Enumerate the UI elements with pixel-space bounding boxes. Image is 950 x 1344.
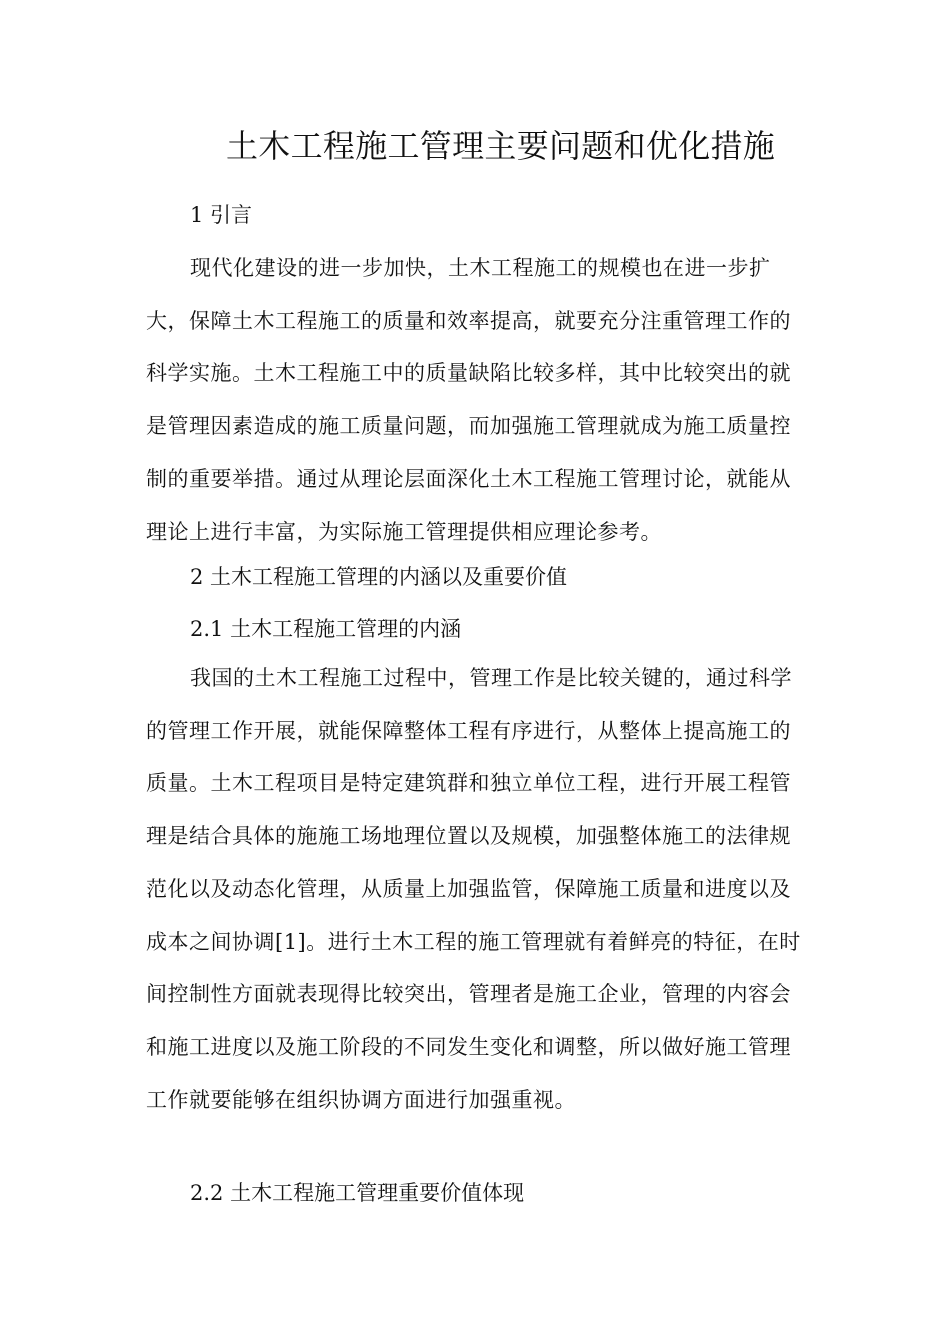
section-heading-2-1: 2.1 土木工程施工管理的内涵 (190, 617, 462, 641)
section-heading-2: 2 土木工程施工管理的内涵以及重要价值 (190, 565, 568, 589)
section-heading-2-2: 2.2 土木工程施工管理重要价值体现 (190, 1181, 525, 1205)
paragraph-introduction: 现代化建设的进一步加快，土木工程施工的规模也在进一步扩大，保障土木工程施工的质量和效率提高，就要充分注重管理工作的科学实施。土木工程施工中的质量缺陷比较多样，其中比较突出的就是管理因素造成的施工质量问题，而加强施工管理就成为施工质量控制的重要举措。通过从理论层面深化土木工程施工管理讨论，就能从理论上进行丰富，为实际施工管理提供相应理论参考。 (146, 256, 791, 544)
paragraph-2-1: 我国的土木工程施工过程中，管理工作是比较关键的，通过科学的管理工作开展，就能保障整体工程有序进行，从整体上提高施工的质量。土木工程项目是特定建筑群和独立单位工程，进行开展工程管理是结合具体的施施工场地理位置以及规模，加强整体施工的法律规范化以及动态化管理，从质量上加强监管，保障施工质量和进度以及成本之间协调[1]。进行土木工程的施工管理就有着鲜亮的特征，在时间控制性方面就表现得比较突出，管理者是施工企业，管理的内容会和施工进度以及施工阶段的不同发生变化和调整，所以做好施工管理工作就要能够在组织协调方面进行加强重视。 (146, 666, 801, 1112)
document-title: 土木工程施工管理主要问题和优化措施 (226, 127, 776, 165)
section-heading-introduction: 1 引言 (190, 203, 253, 227)
